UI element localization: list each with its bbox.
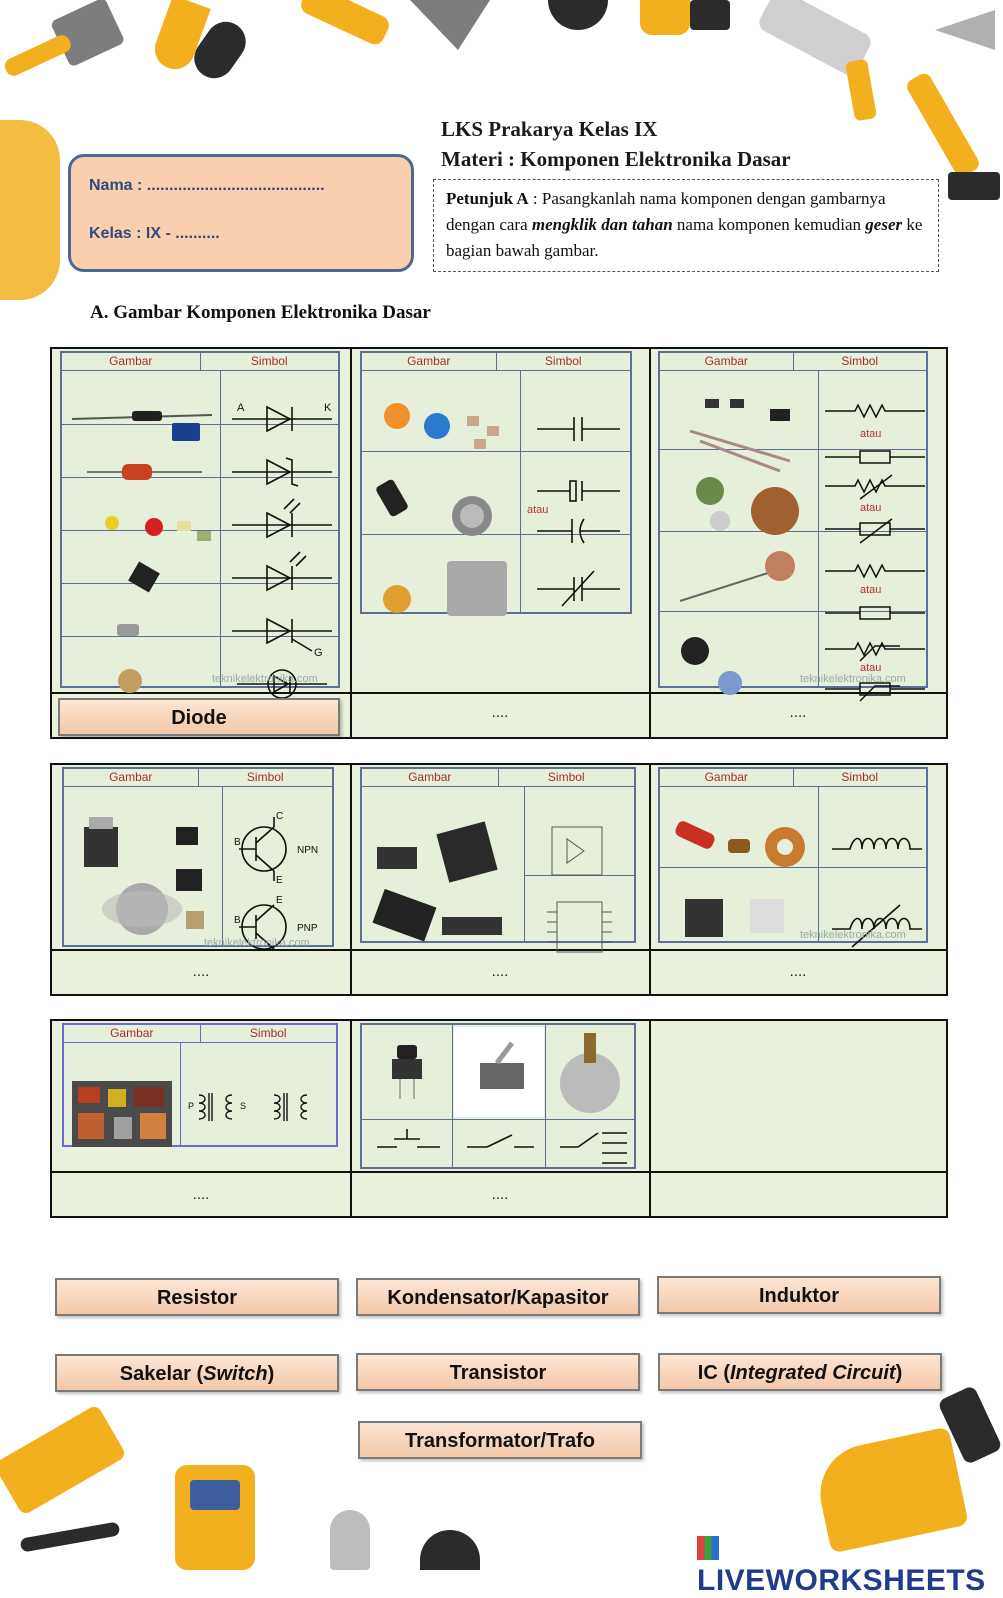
label-g: G [314,647,323,659]
section-title: A. Gambar Komponen Elektronika Dasar [90,302,431,323]
choice-resistor-label: Resistor [156,1287,238,1309]
answer-slot[interactable]: .... [789,963,807,980]
header-gambar: Gambar [109,354,153,368]
scraper-icon [410,0,490,50]
instructions-label: Petunjuk A [446,189,529,208]
capacitor-symbols-icon [362,371,634,634]
label-e: E [276,895,283,906]
trowel-icon [935,10,995,50]
hex-key-icon [690,0,730,30]
label-atau: atau [860,584,882,596]
header-simbol: Simbol [498,769,635,786]
worksheet-title [441,114,961,174]
choice-sakelar-italic: Switch [203,1363,268,1385]
drill-icon [937,1385,1003,1465]
instructions-text-2: nama komponen kemudian [672,215,866,234]
label-atau: atau [527,504,549,516]
answer-slot[interactable]: .... [192,1186,210,1203]
kelas-field[interactable]: Kelas : IX - .......... [89,225,220,242]
label-c: C [276,811,284,822]
label-atau: atau [860,662,882,674]
paint-roller-icon [756,0,874,78]
gear-bottom-icon [420,1530,480,1570]
resistor-panel [658,351,928,688]
instructions-box [433,179,939,272]
header-gambar: Gambar [704,770,748,784]
header-gambar: Gambar [408,770,452,784]
diode-panel [60,351,340,688]
transformer-symbols-icon [64,1043,340,1167]
label-p: P [188,1101,195,1111]
watermark: teknikelektronika.com [800,673,906,685]
header-gambar: Gambar [109,770,153,784]
watermark: teknikelektronika.com [212,673,318,685]
title-line-2: Materi : Komponen Elektronika Dasar [441,147,791,171]
watermark: teknikelektronika.com [204,937,310,949]
multimeter-icon [175,1465,255,1570]
answer-slot[interactable]: .... [491,1186,509,1203]
resistor-symbols-icon [660,371,930,708]
hammer-head-icon [948,172,1000,200]
choice-trafo[interactable] [358,1421,642,1459]
roller-handle-icon [845,59,877,122]
transformer-panel [62,1023,338,1147]
wrench-icon [640,0,690,35]
label-b: B [234,837,241,848]
title-line-1: LKS Prakarya Kelas IX [441,117,658,141]
liveworksheets-logo-icon [697,1536,719,1560]
label-pnp: PNP [297,923,318,934]
instructions-text-3: ke bagian bawah gambar. [446,215,923,260]
component-grid-3 [50,1019,948,1218]
choice-resistor[interactable] [55,1278,339,1316]
label-npn: NPN [297,845,319,856]
choice-kondensator[interactable] [356,1278,640,1316]
liveworksheets-logo [697,1530,1000,1598]
choice-transistor[interactable] [356,1353,640,1391]
student-identity-box [68,154,414,272]
glove-icon [0,120,60,300]
instructions-emphasis-2: geser [865,215,903,234]
answer-chip-diode[interactable]: Diode [58,698,340,736]
instructions-emphasis-1: mengklik dan tahan [531,215,673,234]
header-simbol: Simbol [200,1025,337,1042]
choice-induktor[interactable] [657,1276,941,1314]
choice-ic[interactable] [658,1353,942,1391]
header-gambar: Gambar [704,354,748,368]
header-gambar: Gambar [110,1026,154,1040]
choice-ic-label: IC ( [697,1362,730,1384]
header-simbol: Simbol [793,353,927,370]
ic-symbols-icon [362,787,638,963]
label-e: E [276,875,283,886]
wrench-bottom-icon [330,1510,370,1570]
ic-panel [360,767,636,943]
nama-field[interactable]: Nama : ........................................ [89,177,325,194]
answer-slot[interactable]: .... [789,704,807,721]
instructions-text-1: : Pasangkanlah nama komponen dengan gambarnya dengan cara [446,189,886,234]
answer-slot[interactable]: .... [491,704,509,721]
answer-slot[interactable]: .... [491,963,509,980]
component-grid-2 [50,763,948,996]
label-atau: atau [860,428,882,440]
gear-icon [548,0,608,30]
logo-text: LIVEWORKSHEETS [697,1564,986,1597]
choice-ic-italic: Integrated Circuit [729,1362,896,1384]
transistor-panel [62,767,334,947]
capacitor-panel [360,351,632,614]
choice-sakelar-label: Sakelar ( [119,1363,204,1385]
header-simbol: Simbol [198,769,333,786]
label-b: B [234,915,241,926]
choice-transistor-label: Transistor [449,1362,547,1384]
choice-ic-close: ) [895,1362,903,1384]
choice-sakelar-close: ) [267,1363,275,1385]
watermark: teknikelektronika.com [800,929,906,941]
inductor-panel [658,767,928,943]
choice-kondensator-label: Kondensator/Kapasitor [387,1287,609,1309]
choice-sakelar[interactable] [55,1354,339,1392]
label-s: S [240,1101,247,1111]
answer-slot[interactable]: .... [192,963,210,980]
diode-symbols-icon [62,371,342,708]
pliers-head-icon [186,14,253,86]
choice-trafo-label: Transformator/Trafo [404,1430,596,1452]
switch-panel [360,1023,636,1169]
switch-symbols-icon [362,1025,638,1171]
screwdriver-bottom-icon [20,1521,121,1552]
header-simbol: Simbol [200,353,339,370]
multimeter-screen-icon [190,1480,240,1510]
label-a: A [237,402,245,414]
screwdriver-icon [298,0,392,48]
header-simbol: Simbol [793,769,927,786]
component-grid-1 [50,347,948,739]
header-gambar: Gambar [407,354,451,368]
level-tool-icon [0,1404,127,1516]
pliers-icon [149,0,211,75]
label-atau: atau [860,502,882,514]
header-simbol: Simbol [496,353,631,370]
choice-induktor-label: Induktor [759,1285,839,1307]
label-k: K [324,402,332,414]
hammer-icon [0,6,120,82]
